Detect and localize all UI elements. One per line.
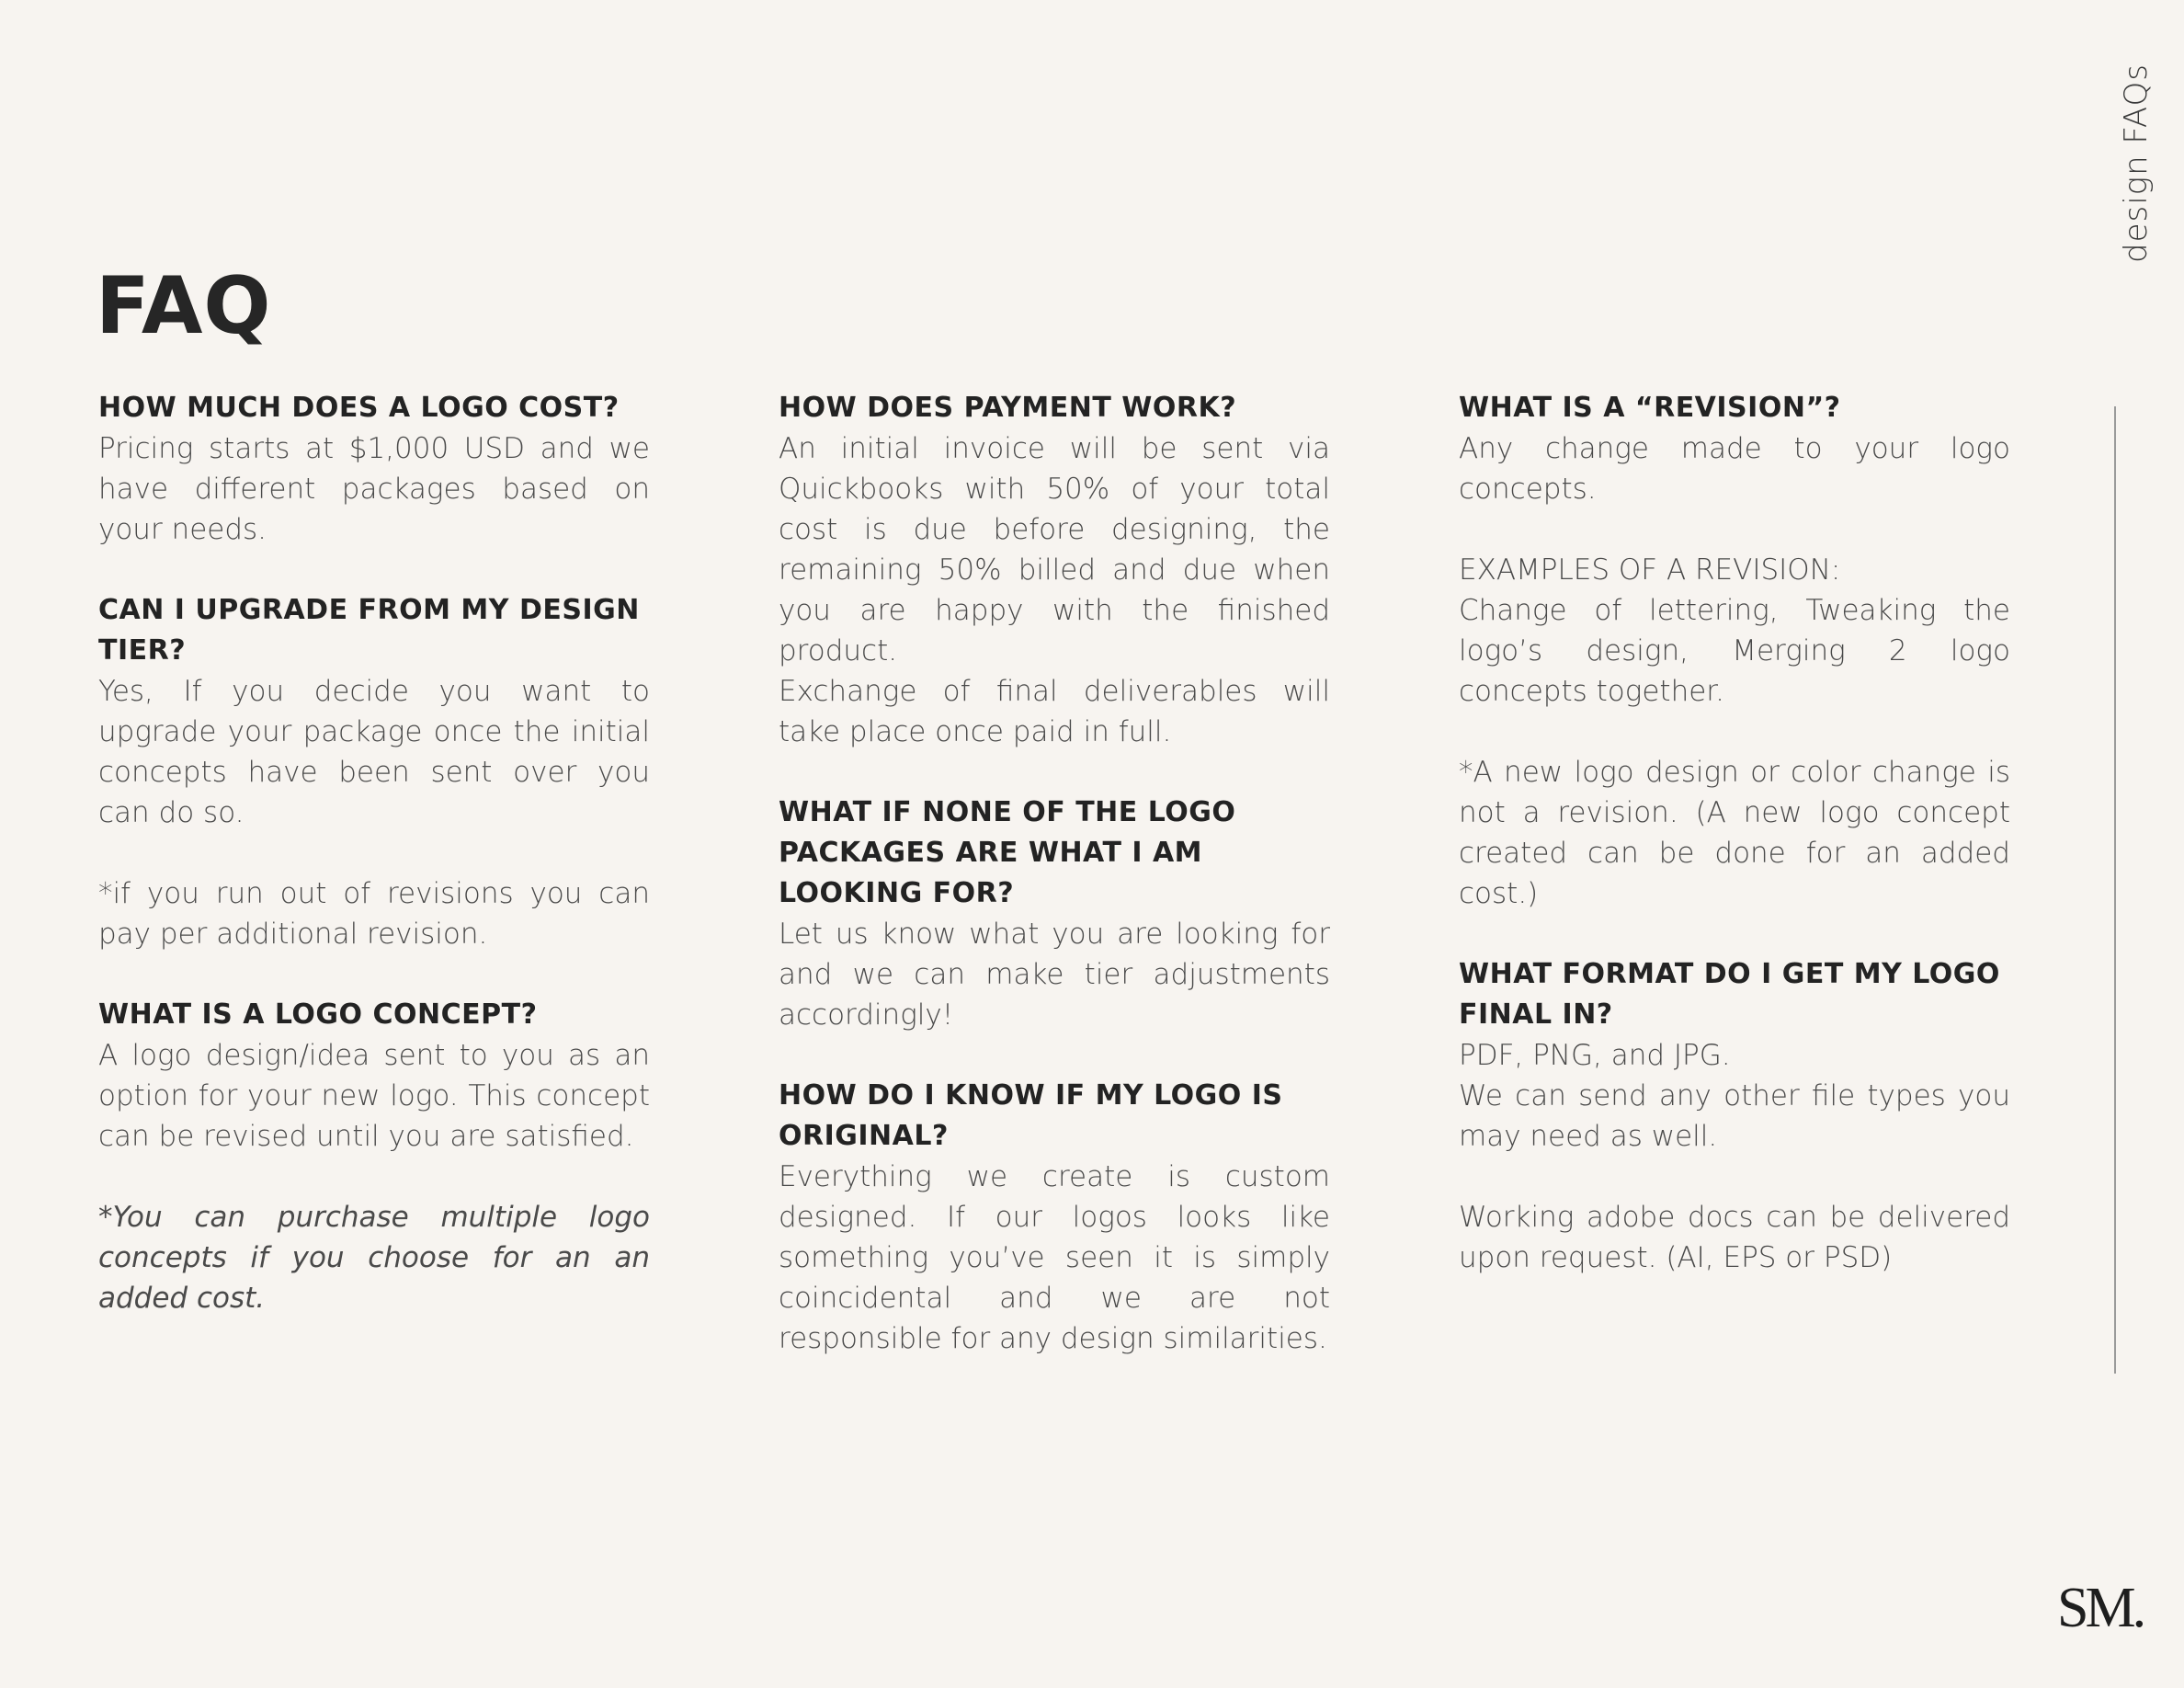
faq-answer: Any change made to your logo concepts. xyxy=(1459,432,2010,506)
faq-item-logo-concept xyxy=(98,995,650,1318)
faq-answer: Yes, If you decide you want to upgrade your package once the initial concepts have been sent over you can do so. xyxy=(98,675,650,829)
faq-question: WHAT IS A LOGO CONCEPT? xyxy=(98,998,538,1031)
faq-item-packages xyxy=(779,793,1330,1035)
faq-item-revision xyxy=(1459,388,2010,914)
faq-answer-note: *You can purchase multiple logo concepts if you choose for an an added cost. xyxy=(98,1201,650,1315)
side-label: design FAQs xyxy=(2118,63,2155,263)
faq-column-1 xyxy=(98,388,650,1359)
faq-question: CAN I UPGRADE FROM MY DESIGN TIER? xyxy=(98,594,640,667)
faq-answer-note: *A new logo design or color change is not a revision. (A new logo concept created can be done for an added cost.) xyxy=(1459,756,2010,910)
vertical-divider xyxy=(2114,406,2116,1374)
page-title: FAQ xyxy=(96,260,272,352)
faq-answer: PDF, PNG, and JPG. xyxy=(1459,1039,1731,1072)
faq-answer-examples: Change of lettering, Tweaking the logo’s design, Merging 2 logo concepts together. xyxy=(1459,594,2010,708)
faq-answer-note: Working adobe docs can be delivered upon request. (AI, EPS or PSD) xyxy=(1459,1201,2010,1274)
faq-answer: Exchange of final deliverables will take place once paid in full. xyxy=(779,675,1330,748)
faq-answer: Everything we create is custom designed. If our logos looks like something you’ve seen it is simply coincidental and we are not responsible for any design similarities. xyxy=(779,1160,1330,1355)
faq-item-original xyxy=(779,1076,1330,1359)
faq-question: HOW MUCH DOES A LOGO COST? xyxy=(98,392,620,424)
faq-item-upgrade-tier xyxy=(98,590,650,954)
faq-answer: Let us know what you are looking for and we can make tier adjustments accordingly! xyxy=(779,918,1330,1032)
brand-logo: SM. xyxy=(2057,1577,2144,1639)
faq-answer-examples-heading: EXAMPLES OF A REVISION: xyxy=(1459,553,1841,587)
faq-question: HOW DOES PAYMENT WORK? xyxy=(779,392,1237,424)
faq-question: WHAT FORMAT DO I GET MY LOGO FINAL IN? xyxy=(1459,958,2000,1031)
faq-question: HOW DO I KNOW IF MY LOGO IS ORIGINAL? xyxy=(779,1079,1283,1152)
faq-column-2 xyxy=(779,388,1330,1399)
faq-question: WHAT IF NONE OF THE LOGO PACKAGES ARE WHAT I AM LOOKING FOR? xyxy=(779,796,1236,909)
faq-answer: An initial invoice will be sent via Quickbooks with 50% of your total cost is due before designing, the remaining 50% billed and due when you are happy with the finished product. xyxy=(779,432,1330,667)
faq-answer: A logo design/idea sent to you as an option for your new logo. This concept can be revised until you are satisfied. xyxy=(98,1039,650,1153)
faq-answer: We can send any other file types you may need as well. xyxy=(1459,1079,2010,1153)
faq-column-3 xyxy=(1459,388,2010,1318)
faq-item-payment xyxy=(779,388,1330,752)
faq-answer-note: *if you run out of revisions you can pay per additional revision. xyxy=(98,877,650,951)
faq-item-logo-cost xyxy=(98,388,650,550)
faq-question: WHAT IS A “REVISION”? xyxy=(1459,392,1841,424)
faq-item-format xyxy=(1459,954,2010,1278)
faq-answer: Pricing starts at $1,000 USD and we have different packages based on your needs. xyxy=(98,432,650,546)
